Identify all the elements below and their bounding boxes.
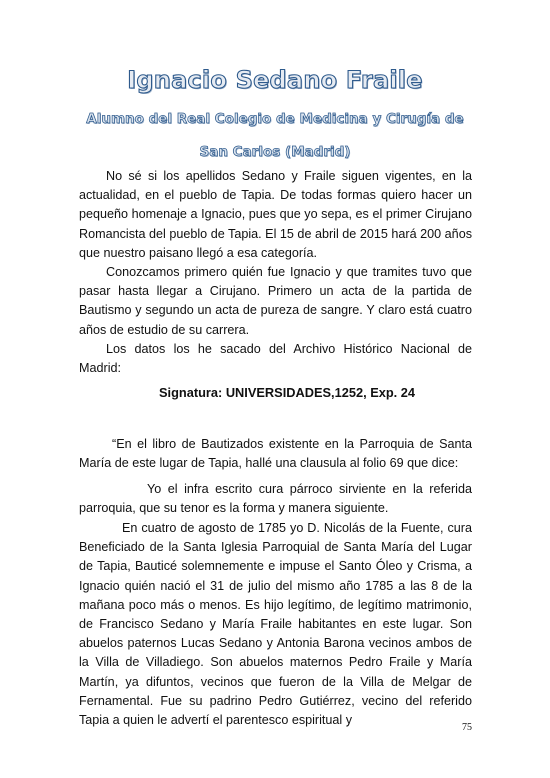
paragraph-intro: No sé si los apellidos Sedano y Fraile siguen vigentes, en la actualidad, en el pueblo de Tapia. De todas formas quiero hacer un pequeño homenaje a Ignacio, pues que yo sepa, es el primer Cirujano Romancista del pueblo de Tapia. El 15 de abril de 2015 hará 200 años que nuestro paisano llegó a esa categoría. [79, 169, 472, 260]
subtitle-line-1: Alumno del Real Colegio de Medicina y Cirugía de [86, 111, 464, 127]
archive-signature: Signatura: UNIVERSIDADES,1252, Exp. 24 [158, 385, 416, 400]
quote-paragraph-baptism-record: En cuatro de agosto de 1785 yo D. Nicolás de la Fuente, cura Beneficiado de la Santa Iglesia Parroquial de Santa María del Lugar de Tapia, Bauticé solemnemente e impuse el Santo Óleo y Crisma, a Ignacio quién nació el 31 de julio del mismo año 1785 a las 8 de la mañana poco más o menos. Es hijo legítimo, de legítimo matrimonio, de Francisco Sedano y María Fraile habitantes en este lugar. Son abuelos paternos Lucas Sedano y Antonia Barona vecinos ambos de la Villa de Villadiego. Son abuelos maternos Pedro Fraile y María Martín, ya difuntos, vecinos que fueron de la Villa de Melgar de Fernamental. Fue su padrino Pedro Gutiérrez, vecino del referido Tapia a quien le advertí el parentesco espiritual y [79, 521, 472, 728]
quote-paragraph-priest: Yo el infra escrito cura párroco sirviente en la referida parroquia, que su tenor es la forma y manera siguiente. [79, 482, 472, 516]
page-title: Ignacio Sedano Fraile [127, 66, 423, 94]
page-number: 75 [462, 722, 472, 733]
paragraph-source: Los datos los he sacado del Archivo Histórico Nacional de Madrid: [79, 342, 472, 376]
paragraph-procedures: Conozcamos primero quién fue Ignacio y que tramites tuvo que pasar hasta llegar a Cirujano. Primero un acta de la partida de Bautismo y segundo un acta de pureza de sangre. Y claro está cuatro años de estudio de su carrera. [79, 265, 472, 337]
quote-paragraph-baptism-book: “En el libro de Bautizados existente en la Parroquia de Santa María de este lugar de Tapia, hallé una clausula al folio 69 que dice: [79, 437, 472, 471]
subtitle-line-2: San Carlos (Madrid) [199, 144, 351, 160]
